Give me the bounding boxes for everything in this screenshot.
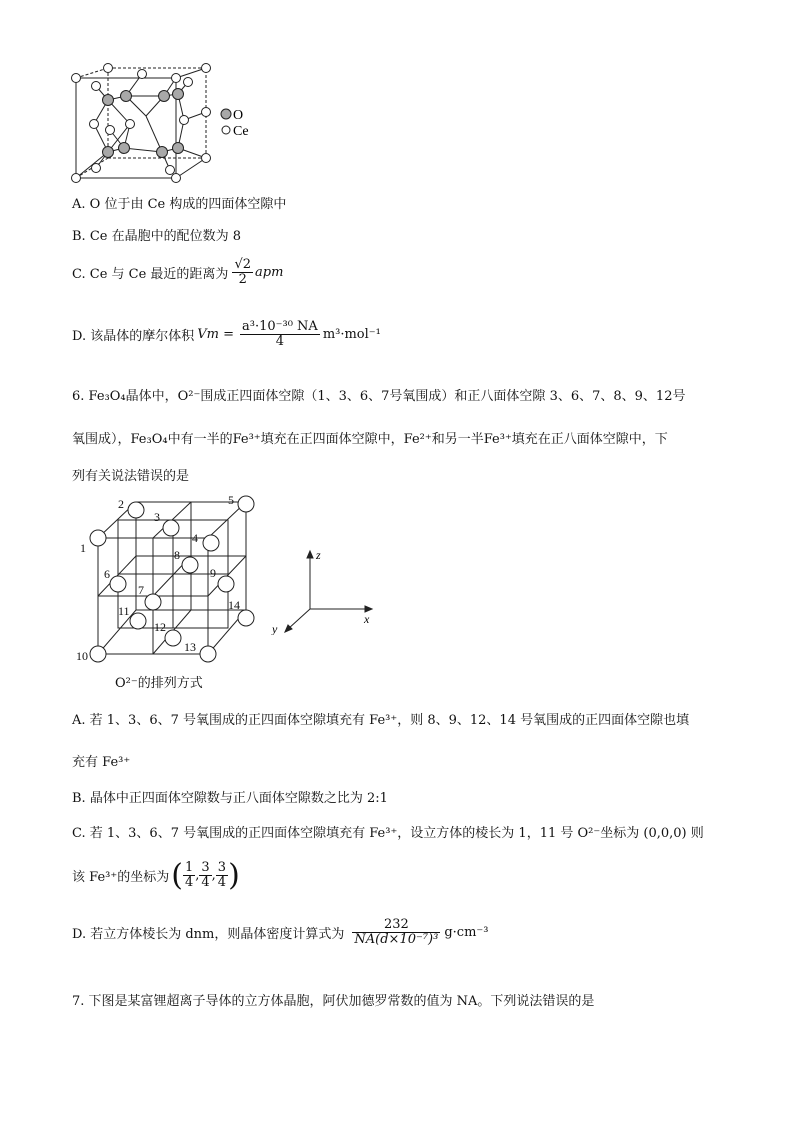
cube-label-13: 13: [184, 640, 196, 654]
cube-label-2: 2: [118, 497, 124, 511]
cube-label-6: 6: [104, 567, 110, 581]
o2-figure-caption: O²⁻的排列方式: [115, 676, 203, 691]
o2-arrangement-figure: [76, 488, 276, 688]
q6-option-b: B. 晶体中正四面体空隙数与正八面体空隙数之比为 2:1: [72, 791, 388, 806]
coord-frac-3: $\frac{3}{4}$: [217, 859, 227, 890]
axis-y-label: y: [272, 622, 278, 635]
q5-option-d-lhs: Vm =: [197, 327, 234, 343]
q5-option-c-fraction: $\frac{√2}{2}$: [234, 257, 251, 288]
cube-label-14: 14: [228, 598, 240, 612]
cube-label-11: 11: [118, 604, 130, 618]
q5-option-d-unit: m³·mol⁻¹: [322, 327, 381, 343]
q5-option-c-unit: apm: [255, 265, 284, 281]
axis-z-label: z: [316, 548, 321, 562]
cube-label-8: 8: [174, 548, 180, 562]
legend-o-label: O: [233, 108, 244, 123]
cube-label-9: 9: [210, 566, 216, 580]
q7-stem: 7. 下图是某富锂超离子导体的立方体晶胞，阿伏加德罗常数的值为 NA。下列说法错误的是: [72, 994, 595, 1009]
cube-label-4: 4: [192, 531, 198, 545]
coord-frac-1: $\frac{1}{4}$: [184, 859, 194, 890]
cube-label-3: 3: [154, 510, 160, 524]
q5-option-a: A. O 位于由 Ce 构成的四面体空隙中: [72, 197, 287, 212]
coord-frac-2: $\frac{3}{4}$: [201, 859, 210, 890]
cube-label-7: 7: [138, 583, 144, 597]
ceo2-crystal-figure: [66, 60, 266, 185]
q6-stem-line1: 6. Fe₃O₄晶体中，O²⁻围成正四面体空隙（1、3、6、7号氧围成）和正八面体空隙 3、6、7、8、9、12号: [72, 389, 686, 404]
cube-label-1: 1: [80, 541, 86, 555]
q5-option-c: [72, 258, 283, 288]
q6-option-d-unit: g·cm⁻³: [444, 925, 489, 941]
xyz-axes-figure: [268, 545, 378, 635]
q6-option-a-line1: A. 若 1、3、6、7 号氧围成的正四面体空隙填充有 Fe³⁺，则 8、9、12、14 号氧围成的正四面体空隙也填: [72, 713, 690, 728]
q5-option-d-fraction: $\frac{\text{a³·10⁻³⁰ NA}}{4}$: [241, 319, 318, 350]
legend-ce-label: Ce: [233, 124, 249, 139]
cube-label-5: 5: [228, 493, 234, 507]
q5-option-d: [72, 320, 381, 350]
q5-option-c-text: C. Ce 与 Ce 最近的距离为: [72, 267, 229, 283]
q6-option-c-line2: 该 Fe³⁺的坐标为 ( $\frac{1}{4}$ , $\frac{3}{4}$ , $\frac{3}{4}$ ): [72, 858, 240, 893]
q6-stem-line3: 列有关说法错误的是: [72, 469, 190, 484]
legend: [221, 108, 249, 139]
q6-option-c-text: 该 Fe³⁺的坐标为: [72, 870, 170, 885]
q6-option-a-line2: 充有 Fe³⁺: [72, 755, 131, 770]
q6-option-d-fraction: $\frac{232}{\text{NA(d×10⁻⁷)³}}$: [354, 917, 439, 948]
q5-option-b: B. Ce 在晶胞中的配位数为 8: [72, 229, 241, 244]
q6-option-c-line1: C. 若 1、3、6、7 号氧围成的正四面体空隙填充有 Fe³⁺，设立方体的棱长为 1，11 号 O²⁻坐标为 (0,0,0) 则: [72, 826, 704, 841]
axis-x-label: x: [364, 612, 370, 626]
q6-stem-line2: 氧围成），Fe₃O₄中有一半的Fe³⁺填充在正四面体空隙中，Fe²⁺和另一半Fe³⁺填充在正八面体空隙中，下: [72, 432, 668, 447]
q5-option-d-text: D. 该晶体的摩尔体积: [72, 329, 195, 345]
q6-option-d-text: D. 若立方体棱长为 dnm，则晶体密度计算式为: [72, 927, 345, 943]
q6-option-d: [72, 918, 488, 948]
cube-label-10: 10: [76, 649, 88, 663]
cube-label-12: 12: [154, 620, 166, 634]
